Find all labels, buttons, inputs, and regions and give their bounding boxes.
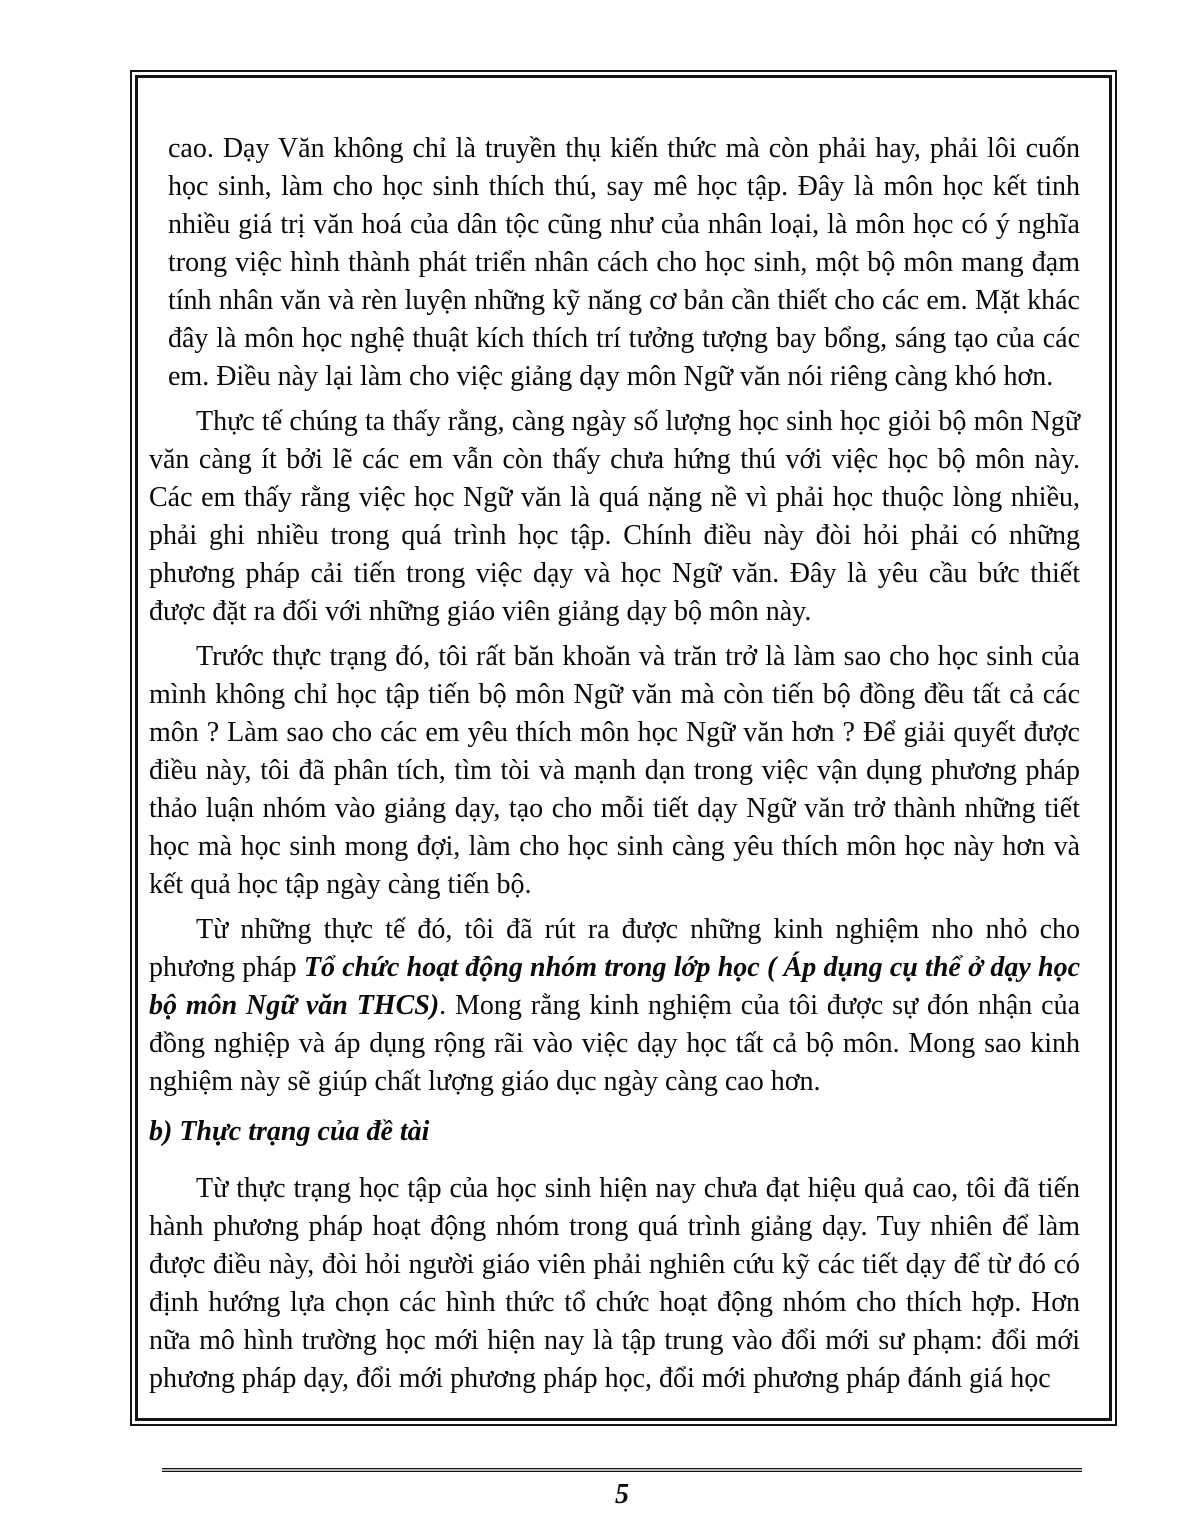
paragraph-1: cao. Dạy Văn không chỉ là truyền thụ kiến thức mà còn phải hay, phải lôi cuốn học sinh, làm cho học sinh thích thú, say mê học tập. Đây là môn học kết tinh nhiều giá trị văn hoá của dân tộc cũng như của nhân loại, là môn học có ý nghĩa trong việc hình thành phát triển nhân cách cho học sinh, một bộ môn mang đạm tính nhân văn và rèn luyện những kỹ năng cơ bản cần thiết cho các em. Mặt khác đây là môn học nghệ thuật kích thích trí tưởng tượng bay bổng, sáng tạo của các em. Điều này lại làm cho việc giảng dạy môn Ngữ văn nói riêng càng khó hơn. <box>168 133 1080 392</box>
page-number: 5 <box>615 1479 629 1510</box>
page-border-outer <box>130 70 1117 1426</box>
paragraph-2: Thực tế chúng ta thấy rằng, càng ngày số lượng học sinh học giỏi bộ môn Ngữ văn càng ít bởi lẽ các em vẫn còn thấy chưa hứng thú với việc học bộ môn này. Các em thấy rằng việc học Ngữ văn là quá nặng nề vì phải học thuộc lòng nhiều, phải ghi nhiều trong quá trình học tập. Chính điều này đòi hỏi phải có những phương pháp cải tiến trong việc dạy và học Ngữ văn. Đây là yêu cầu bức thiết được đặt ra đối với những giáo viên giảng dạy bộ môn này. <box>149 406 1080 627</box>
section-heading-b: b) Thực trạng của đề tài <box>149 1116 430 1147</box>
paragraph-4 <box>149 911 1080 1101</box>
page-border-inner <box>135 75 1112 1421</box>
paragraph-5: Từ thực trạng học tập của học sinh hiện nay chưa đạt hiệu quả cao, tôi đã tiến hành phương pháp hoạt động nhóm trong quá trình giảng dạy. Tuy nhiên để làm được điều này, đòi hỏi người giáo viên phải nghiên cứu kỹ các tiết dạy để từ đó có định hướng lựa chọn các hình thức tổ chức hoạt động nhóm cho thích hợp. Hơn nữa mô hình trường học mới hiện nay là tập trung vào đổi mới sư phạm: đổi mới phương pháp dạy, đổi mới phương pháp học, đổi mới phương pháp đánh giá học <box>149 1173 1080 1394</box>
paragraph-3: Trước thực trạng đó, tôi rất băn khoăn và trăn trở là làm sao cho học sinh của mình không chỉ học tập tiến bộ môn Ngữ văn mà còn tiến bộ đồng đều tất cả các môn ? Làm sao cho các em yêu thích môn học Ngữ văn hơn ? Để giải quyết được điều này, tôi đã phân tích, tìm tòi và mạnh dạn trong việc vận dụng phương pháp thảo luận nhóm vào giảng dạy, tạo cho mỗi tiết dạy Ngữ văn trở thành những tiết học mà học sinh mong đợi, làm cho học sinh càng yêu thích môn học này hơn và kết quả học tập ngày càng tiến bộ. <box>149 641 1080 900</box>
paragraph-4-emphasis-title: Tổ chức hoạt động nhóm trong lớp học ( Áp dụng cụ thể ở dạy học bộ môn Ngữ văn THCS) <box>149 952 1080 1021</box>
paragraph-4-rest: . Mong rằng kinh nghiệm của tôi được sự đón nhận của đồng nghiệp và áp dụng rộng rãi vào việc dạy học tất cả bộ môn. Mong sao kinh nghiệm này sẽ giúp chất lượng giáo dục ngày càng cao hơn. <box>149 990 1081 1097</box>
paragraph-4-lead: Từ những thực tế đó, tôi đã rút ra được những kinh nghiệm nho nhỏ cho phương pháp <box>149 914 1080 983</box>
footer-divider <box>162 1468 1082 1472</box>
